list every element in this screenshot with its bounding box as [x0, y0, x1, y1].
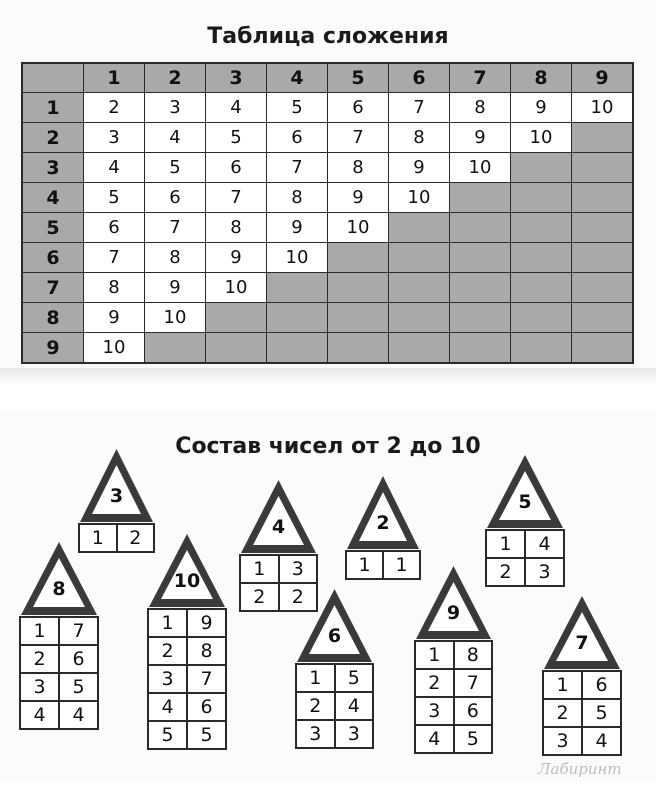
pair-cell: 4: [583, 728, 620, 754]
labirint-watermark: Лабиринт: [538, 760, 622, 778]
pair-cell: 3: [280, 556, 317, 582]
column-header: 6: [389, 64, 449, 92]
pair-cell: 6: [455, 698, 492, 724]
pair-cell: 4: [60, 702, 97, 728]
house-roof: [414, 564, 493, 640]
composition-title: Состав чисел от 2 до 10: [175, 434, 481, 459]
sum-cell: 10: [328, 213, 388, 242]
pair-cell: 4: [149, 694, 186, 720]
sum-cell: 5: [145, 153, 205, 182]
pair-cell: 2: [487, 559, 524, 585]
number-house: [19, 540, 99, 730]
pair-cell: 1: [21, 618, 58, 644]
house-roof: [295, 587, 374, 663]
sum-cell: 9: [450, 123, 510, 152]
empty-cell: [389, 243, 449, 272]
row-header: 9: [23, 333, 83, 362]
pair-cell: 2: [118, 525, 154, 551]
empty-cell: [511, 183, 571, 212]
pair-cell: 4: [336, 693, 373, 719]
pair-cell: 4: [416, 726, 453, 752]
sum-cell: 8: [267, 183, 327, 212]
sum-cell: 8: [328, 153, 388, 182]
sum-cell: 6: [267, 123, 327, 152]
sum-cell: 9: [389, 153, 449, 182]
house-number: 10: [173, 570, 201, 592]
pair-cell: 4: [526, 531, 563, 557]
pair-cell: 3: [21, 674, 58, 700]
sum-cell: 9: [267, 213, 327, 242]
pair-cell: 8: [188, 638, 225, 664]
empty-cell: [511, 243, 571, 272]
empty-cell: [267, 303, 327, 332]
house-pairs: [414, 640, 493, 754]
number-house: [542, 594, 622, 756]
empty-cell: [572, 243, 632, 272]
row-header: 3: [23, 153, 83, 182]
house-roof: [78, 447, 155, 523]
pair-cell: 2: [416, 670, 453, 696]
sum-cell: 3: [84, 123, 144, 152]
house-roof: [19, 540, 99, 616]
empty-cell: [511, 333, 571, 362]
pair-cell: 1: [416, 642, 453, 668]
house-number: 2: [376, 512, 390, 534]
pair-cell: 3: [526, 559, 563, 585]
column-header: 1: [84, 64, 144, 92]
pair-cell: 3: [416, 698, 453, 724]
pair-cell: 1: [149, 610, 186, 636]
sum-cell: 3: [145, 93, 205, 122]
pair-cell: 5: [336, 665, 373, 691]
house-roof: [147, 532, 227, 608]
empty-cell: [267, 333, 327, 362]
house-pairs: [295, 663, 374, 749]
empty-cell: [572, 183, 632, 212]
sum-cell: 10: [389, 183, 449, 212]
house-pairs: [345, 550, 421, 580]
empty-cell: [206, 303, 266, 332]
house-pairs: [19, 616, 99, 730]
pair-cell: 6: [583, 672, 620, 698]
pair-cell: 5: [188, 722, 225, 748]
number-house: [414, 564, 493, 754]
house-number: 6: [327, 625, 342, 647]
sum-cell: 7: [389, 93, 449, 122]
empty-cell: [450, 273, 510, 302]
sum-cell: 9: [84, 303, 144, 332]
sum-cell: 7: [84, 243, 144, 272]
sum-cell: 7: [206, 183, 266, 212]
sum-cell: 10: [84, 333, 144, 362]
number-house: [345, 474, 421, 580]
number-house: [78, 447, 155, 553]
sum-cell: 8: [145, 243, 205, 272]
column-header: 8: [511, 64, 571, 92]
sum-cell: 2: [84, 93, 144, 122]
sum-cell: 4: [145, 123, 205, 152]
empty-cell: [328, 303, 388, 332]
empty-cell: [511, 213, 571, 242]
column-header: 9: [572, 64, 632, 92]
empty-cell: [572, 153, 632, 182]
house-pairs: [485, 529, 565, 587]
pair-cell: 2: [241, 584, 278, 610]
empty-cell: [450, 333, 510, 362]
house-number: 5: [518, 491, 532, 513]
sum-cell: 5: [84, 183, 144, 212]
row-header: 8: [23, 303, 83, 332]
column-header: 7: [450, 64, 510, 92]
empty-cell: [328, 243, 388, 272]
sum-cell: 8: [206, 213, 266, 242]
empty-cell: [572, 303, 632, 332]
house-roof: [485, 453, 565, 529]
empty-cell: [389, 333, 449, 362]
sum-cell: 6: [206, 153, 266, 182]
sum-cell: 7: [267, 153, 327, 182]
house-number: 4: [271, 516, 286, 538]
pair-cell: 3: [544, 728, 581, 754]
sum-cell: 10: [511, 123, 571, 152]
pair-cell: 2: [297, 693, 334, 719]
sum-cell: 10: [145, 303, 205, 332]
sum-cell: 4: [84, 153, 144, 182]
row-header: 6: [23, 243, 83, 272]
pair-cell: 1: [347, 552, 382, 578]
empty-cell: [450, 183, 510, 212]
empty-cell: [511, 153, 571, 182]
empty-cell: [450, 243, 510, 272]
sum-cell: 6: [84, 213, 144, 242]
empty-cell: [450, 213, 510, 242]
number-house: [485, 453, 565, 587]
column-header: 5: [328, 64, 388, 92]
sum-cell: 10: [206, 273, 266, 302]
pair-cell: 2: [21, 646, 58, 672]
sum-cell: 9: [145, 273, 205, 302]
pair-cell: 7: [60, 618, 97, 644]
sum-cell: 8: [389, 123, 449, 152]
sum-cell: 9: [206, 243, 266, 272]
sum-cell: 5: [206, 123, 266, 152]
empty-cell: [572, 273, 632, 302]
empty-cell: [511, 273, 571, 302]
pair-cell: 1: [297, 665, 334, 691]
pair-cell: 2: [280, 584, 317, 610]
house-pairs: [542, 670, 622, 756]
sum-cell: 10: [267, 243, 327, 272]
column-header: 4: [267, 64, 327, 92]
sum-cell: 8: [450, 93, 510, 122]
card-gap: [0, 368, 656, 410]
pair-cell: 8: [455, 642, 492, 668]
pair-cell: 1: [487, 531, 524, 557]
empty-cell: [389, 213, 449, 242]
house-roof: [345, 474, 421, 550]
column-header: 2: [145, 64, 205, 92]
pair-cell: 5: [60, 674, 97, 700]
pair-cell: 3: [336, 721, 373, 747]
pair-cell: 2: [544, 700, 581, 726]
row-header: 2: [23, 123, 83, 152]
sum-cell: 10: [450, 153, 510, 182]
pair-cell: 1: [241, 556, 278, 582]
pair-cell: 4: [21, 702, 58, 728]
empty-cell: [389, 273, 449, 302]
house-number: 7: [575, 632, 589, 654]
pair-cell: 5: [583, 700, 620, 726]
pair-cell: 7: [188, 666, 225, 692]
pair-cell: 5: [455, 726, 492, 752]
pair-cell: 1: [80, 525, 116, 551]
sum-cell: 7: [328, 123, 388, 152]
pair-cell: 1: [544, 672, 581, 698]
sum-cell: 4: [206, 93, 266, 122]
house-roof: [239, 478, 318, 554]
sum-cell: 9: [511, 93, 571, 122]
empty-cell: [572, 333, 632, 362]
empty-cell: [328, 333, 388, 362]
sum-cell: 8: [84, 273, 144, 302]
empty-cell: [572, 213, 632, 242]
sum-cell: 7: [145, 213, 205, 242]
pair-cell: 3: [149, 666, 186, 692]
house-number: 8: [52, 578, 66, 600]
empty-cell: [450, 303, 510, 332]
pair-cell: 9: [188, 610, 225, 636]
empty-cell: [511, 303, 571, 332]
number-house: [295, 587, 374, 749]
sum-cell: 6: [328, 93, 388, 122]
addition-table: [21, 62, 634, 364]
empty-cell: [267, 273, 327, 302]
pair-cell: 6: [60, 646, 97, 672]
sum-cell: 5: [267, 93, 327, 122]
sum-cell: 6: [145, 183, 205, 212]
column-header: 3: [206, 64, 266, 92]
sum-cell: 9: [328, 183, 388, 212]
row-header: 4: [23, 183, 83, 212]
number-house: [147, 532, 227, 750]
pair-cell: 1: [384, 552, 419, 578]
table-corner: [23, 64, 83, 92]
empty-cell: [389, 303, 449, 332]
pair-cell: 2: [149, 638, 186, 664]
pair-cell: 6: [188, 694, 225, 720]
pair-cell: 3: [297, 721, 334, 747]
sum-cell: 10: [572, 93, 632, 122]
empty-cell: [206, 333, 266, 362]
empty-cell: [145, 333, 205, 362]
house-pairs: [147, 608, 227, 750]
pair-cell: 7: [455, 670, 492, 696]
house-number: 9: [446, 602, 461, 624]
row-header: 7: [23, 273, 83, 302]
house-roof: [542, 594, 622, 670]
row-header: 1: [23, 93, 83, 122]
row-header: 5: [23, 213, 83, 242]
house-number: 3: [109, 485, 124, 507]
addition-table-title: Таблица сложения: [207, 24, 449, 49]
empty-cell: [328, 273, 388, 302]
pair-cell: 5: [149, 722, 186, 748]
empty-cell: [572, 123, 632, 152]
